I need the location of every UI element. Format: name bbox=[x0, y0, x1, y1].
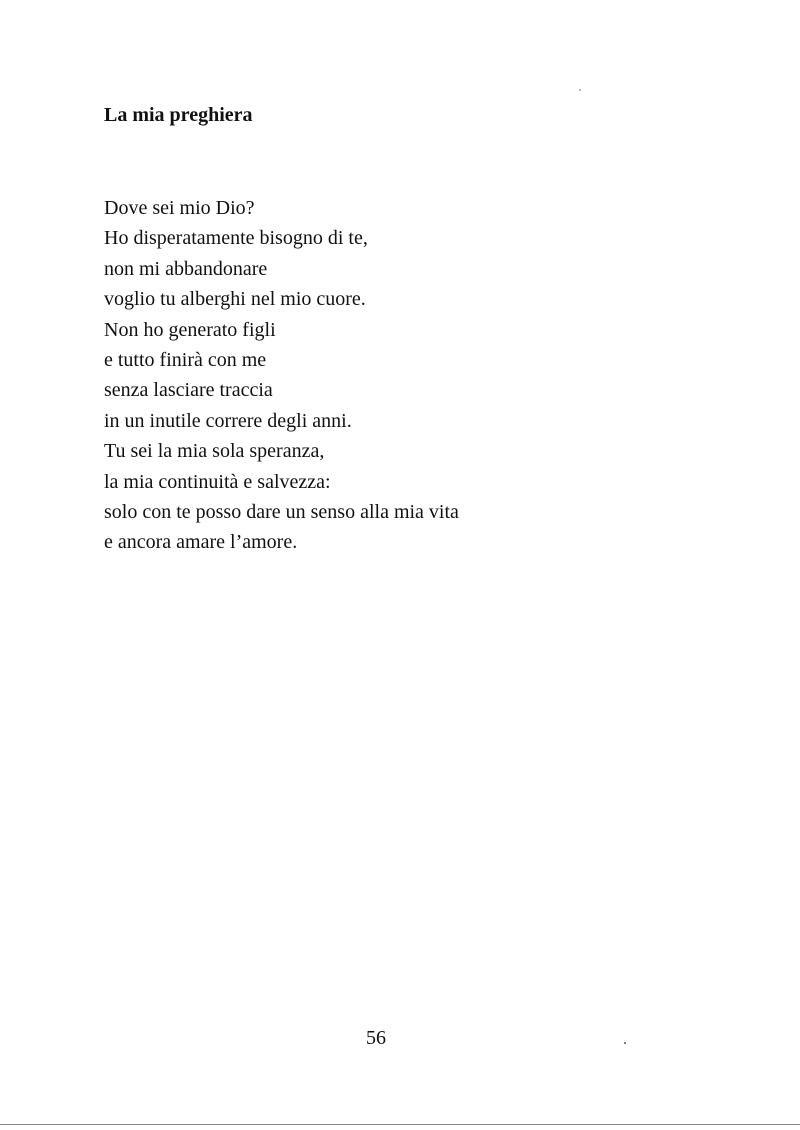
poem-line: non mi abbandonare bbox=[104, 257, 268, 280]
poem-line: solo con te posso dare un senso alla mia vita bbox=[104, 501, 459, 524]
poem-line: Tu sei la mia sola speranza, bbox=[104, 440, 325, 463]
poem-line: la mia continuità e salvezza: bbox=[104, 470, 331, 493]
poem-line: Dove sei mio Dio? bbox=[104, 197, 255, 219]
poem-line: in un inutile correre degli anni. bbox=[104, 409, 352, 432]
poem-line: senza lasciare traccia bbox=[104, 379, 273, 402]
scan-speck bbox=[579, 89, 581, 91]
page-number: 56 bbox=[366, 1027, 386, 1049]
poem-line: e tutto finirà con me bbox=[104, 349, 267, 372]
poem-line: Non ho generato figli bbox=[104, 318, 276, 341]
scan-speck bbox=[624, 1042, 626, 1044]
poem-line: Ho disperatamente bisogno di te, bbox=[104, 227, 368, 250]
poem-title: La mia preghiera bbox=[104, 104, 253, 126]
poem-line: voglio tu alberghi nel mio cuore. bbox=[104, 288, 366, 311]
page-edge-line bbox=[0, 1124, 800, 1125]
poem-body bbox=[104, 193, 459, 558]
poem-line: e ancora amare l’amore. bbox=[104, 531, 298, 554]
